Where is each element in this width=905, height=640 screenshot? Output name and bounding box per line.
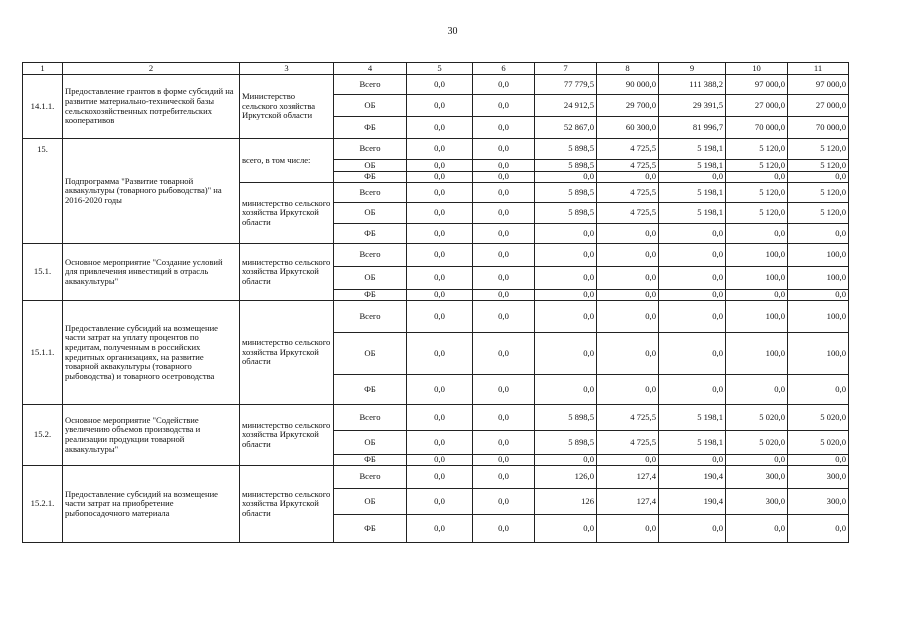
- value-cell: 97 000,0: [726, 75, 788, 95]
- value-cell: 0,0: [535, 333, 597, 375]
- value-cell: 24 912,5: [535, 95, 597, 117]
- item-code: 15.2.: [23, 405, 63, 466]
- value-cell: 4 725,5: [597, 183, 659, 203]
- funding-source: ФБ: [334, 117, 407, 139]
- value-cell: 190,4: [659, 466, 726, 489]
- value-cell: 27 000,0: [726, 95, 788, 117]
- column-header: 11: [788, 63, 849, 75]
- table-row: [23, 75, 849, 95]
- value-cell: 5 020,0: [726, 405, 788, 431]
- value-cell: 0,0: [597, 267, 659, 290]
- value-cell: 0,0: [535, 290, 597, 301]
- value-cell: 0,0: [597, 515, 659, 543]
- value-cell: 0,0: [407, 431, 473, 455]
- value-cell: 5 198,1: [659, 183, 726, 203]
- value-cell: 0,0: [659, 333, 726, 375]
- value-cell: 0,0: [726, 172, 788, 183]
- value-cell: 5 120,0: [788, 203, 849, 224]
- funding-source: ФБ: [334, 515, 407, 543]
- value-cell: 0,0: [473, 139, 535, 160]
- value-cell: 70 000,0: [726, 117, 788, 139]
- value-cell: 0,0: [407, 139, 473, 160]
- value-cell: 0,0: [473, 489, 535, 515]
- value-cell: 0,0: [407, 466, 473, 489]
- value-cell: 4 725,5: [597, 139, 659, 160]
- value-cell: 29 391,5: [659, 95, 726, 117]
- item-description: Предоставление грантов в форме субсидий на развитие материально-технической базы сельскохозяйственных потребительских кооперативов: [63, 75, 240, 139]
- value-cell: 0,0: [726, 515, 788, 543]
- value-cell: 0,0: [659, 515, 726, 543]
- column-header: 8: [597, 63, 659, 75]
- funding-source: ОБ: [334, 267, 407, 290]
- value-cell: 0,0: [726, 224, 788, 244]
- table-row: [23, 405, 849, 431]
- value-cell: 0,0: [659, 172, 726, 183]
- value-cell: 0,0: [473, 375, 535, 405]
- funding-source: ФБ: [334, 224, 407, 244]
- value-cell: 5 020,0: [788, 431, 849, 455]
- page-number: 30: [447, 26, 458, 37]
- item-executor: министерство сельского хозяйства Иркутской области: [240, 301, 334, 405]
- value-cell: 0,0: [535, 244, 597, 267]
- value-cell: 0,0: [535, 267, 597, 290]
- value-cell: 300,0: [788, 466, 849, 489]
- value-cell: 0,0: [407, 172, 473, 183]
- table-row: [23, 244, 849, 267]
- value-cell: 0,0: [659, 290, 726, 301]
- column-header: 5: [407, 63, 473, 75]
- value-cell: 0,0: [597, 301, 659, 333]
- value-cell: 100,0: [788, 301, 849, 333]
- value-cell: 0,0: [473, 224, 535, 244]
- value-cell: 0,0: [535, 172, 597, 183]
- value-cell: 0,0: [597, 375, 659, 405]
- value-cell: 0,0: [659, 267, 726, 290]
- value-cell: 0,0: [473, 301, 535, 333]
- value-cell: 300,0: [788, 489, 849, 515]
- value-cell: 126: [535, 489, 597, 515]
- value-cell: 0,0: [407, 267, 473, 290]
- value-cell: 5 898,5: [535, 160, 597, 172]
- value-cell: 5 120,0: [788, 183, 849, 203]
- value-cell: 5 898,5: [535, 203, 597, 224]
- funding-source: ОБ: [334, 489, 407, 515]
- value-cell: 0,0: [535, 515, 597, 543]
- value-cell: 70 000,0: [788, 117, 849, 139]
- value-cell: 4 725,5: [597, 405, 659, 431]
- item-code: 15.2.1.: [23, 466, 63, 543]
- value-cell: 0,0: [407, 375, 473, 405]
- value-cell: 0,0: [788, 375, 849, 405]
- value-cell: 0,0: [473, 244, 535, 267]
- value-cell: 0,0: [726, 375, 788, 405]
- value-cell: 0,0: [659, 244, 726, 267]
- value-cell: 0,0: [407, 203, 473, 224]
- funding-source: Всего: [334, 75, 407, 95]
- value-cell: 0,0: [659, 455, 726, 466]
- value-cell: 5 198,1: [659, 139, 726, 160]
- value-cell: 300,0: [726, 466, 788, 489]
- value-cell: 0,0: [535, 455, 597, 466]
- value-cell: 4 725,5: [597, 431, 659, 455]
- column-header: 4: [334, 63, 407, 75]
- value-cell: 5 898,5: [535, 405, 597, 431]
- value-cell: 0,0: [407, 301, 473, 333]
- value-cell: 0,0: [473, 466, 535, 489]
- column-header: 6: [473, 63, 535, 75]
- value-cell: 0,0: [473, 75, 535, 95]
- value-cell: 100,0: [788, 267, 849, 290]
- value-cell: 100,0: [726, 267, 788, 290]
- value-cell: 100,0: [726, 301, 788, 333]
- value-cell: 126,0: [535, 466, 597, 489]
- value-cell: 0,0: [407, 489, 473, 515]
- value-cell: 0,0: [597, 333, 659, 375]
- value-cell: 0,0: [535, 301, 597, 333]
- value-cell: 300,0: [726, 489, 788, 515]
- value-cell: 0,0: [473, 405, 535, 431]
- value-cell: 0,0: [726, 290, 788, 301]
- value-cell: 5 198,1: [659, 160, 726, 172]
- value-cell: 5 020,0: [788, 405, 849, 431]
- value-cell: 0,0: [473, 431, 535, 455]
- funding-source: ОБ: [334, 160, 407, 172]
- funding-source: ФБ: [334, 172, 407, 183]
- value-cell: 0,0: [726, 455, 788, 466]
- value-cell: 127,4: [597, 489, 659, 515]
- budget-table: [22, 62, 849, 543]
- table-row: [23, 139, 849, 160]
- item-executor: министерство сельского хозяйства Иркутской области: [240, 183, 334, 244]
- column-header: 3: [240, 63, 334, 75]
- value-cell: 0,0: [473, 183, 535, 203]
- value-cell: 81 996,7: [659, 117, 726, 139]
- item-code: 14.1.1.: [23, 75, 63, 139]
- value-cell: 0,0: [473, 455, 535, 466]
- value-cell: 0,0: [473, 160, 535, 172]
- value-cell: 100,0: [788, 244, 849, 267]
- value-cell: 5 120,0: [726, 139, 788, 160]
- value-cell: 52 867,0: [535, 117, 597, 139]
- value-cell: 0,0: [407, 515, 473, 543]
- column-number-row: [23, 63, 849, 75]
- value-cell: 100,0: [726, 333, 788, 375]
- value-cell: 60 300,0: [597, 117, 659, 139]
- value-cell: 0,0: [788, 515, 849, 543]
- item-executor: министерство сельского хозяйства Иркутской области: [240, 244, 334, 301]
- value-cell: 4 725,5: [597, 203, 659, 224]
- value-cell: 0,0: [788, 172, 849, 183]
- item-code: 15.1.1.: [23, 301, 63, 405]
- value-cell: 0,0: [473, 267, 535, 290]
- funding-source: Всего: [334, 301, 407, 333]
- value-cell: 5 120,0: [788, 139, 849, 160]
- value-cell: 27 000,0: [788, 95, 849, 117]
- column-header: 9: [659, 63, 726, 75]
- value-cell: 0,0: [407, 117, 473, 139]
- item-executor: министерство сельского хозяйства Иркутской области: [240, 405, 334, 466]
- value-cell: 0,0: [473, 333, 535, 375]
- funding-source: ФБ: [334, 375, 407, 405]
- value-cell: 0,0: [473, 515, 535, 543]
- value-cell: 111 388,2: [659, 75, 726, 95]
- column-header: 7: [535, 63, 597, 75]
- value-cell: 5 020,0: [726, 431, 788, 455]
- item-executor: всего, в том числе:: [240, 139, 334, 183]
- value-cell: 0,0: [407, 75, 473, 95]
- funding-source: Всего: [334, 466, 407, 489]
- value-cell: 100,0: [726, 244, 788, 267]
- item-description: Основное мероприятие "Содействие увеличению объемов производства и реализации продукции товарной аквакультуры": [63, 405, 240, 466]
- funding-source: Всего: [334, 139, 407, 160]
- value-cell: 0,0: [597, 224, 659, 244]
- value-cell: 127,4: [597, 466, 659, 489]
- value-cell: 0,0: [407, 290, 473, 301]
- value-cell: 0,0: [788, 290, 849, 301]
- value-cell: 4 725,5: [597, 160, 659, 172]
- value-cell: 0,0: [788, 224, 849, 244]
- column-header: 1: [23, 63, 63, 75]
- funding-source: ФБ: [334, 290, 407, 301]
- item-code: 15.: [23, 139, 63, 244]
- value-cell: 0,0: [473, 203, 535, 224]
- value-cell: 0,0: [407, 244, 473, 267]
- value-cell: 0,0: [407, 183, 473, 203]
- value-cell: 0,0: [659, 301, 726, 333]
- value-cell: 5 898,5: [535, 139, 597, 160]
- value-cell: 5 198,1: [659, 431, 726, 455]
- value-cell: 0,0: [597, 455, 659, 466]
- funding-source: Всего: [334, 183, 407, 203]
- value-cell: 100,0: [788, 333, 849, 375]
- value-cell: 0,0: [597, 244, 659, 267]
- funding-source: ОБ: [334, 431, 407, 455]
- value-cell: 190,4: [659, 489, 726, 515]
- value-cell: 0,0: [407, 95, 473, 117]
- value-cell: 0,0: [473, 95, 535, 117]
- value-cell: 0,0: [597, 172, 659, 183]
- value-cell: 0,0: [407, 224, 473, 244]
- value-cell: 0,0: [407, 333, 473, 375]
- value-cell: 0,0: [407, 160, 473, 172]
- column-header: 10: [726, 63, 788, 75]
- value-cell: 0,0: [597, 290, 659, 301]
- value-cell: 5 120,0: [788, 160, 849, 172]
- value-cell: 0,0: [473, 117, 535, 139]
- value-cell: 5 898,5: [535, 431, 597, 455]
- value-cell: 0,0: [659, 224, 726, 244]
- value-cell: 0,0: [535, 224, 597, 244]
- value-cell: 29 700,0: [597, 95, 659, 117]
- value-cell: 5 898,5: [535, 183, 597, 203]
- item-description: Основное мероприятие "Создание условий для привлечения инвестиций в отрасль аквакультуры": [63, 244, 240, 301]
- item-executor: Министерство сельского хозяйства Иркутской области: [240, 75, 334, 139]
- table-row: [23, 466, 849, 489]
- funding-source: Всего: [334, 244, 407, 267]
- item-description: Подпрограмма "Развитие товарной аквакультуры (товарного рыбоводства)" на 2016-2020 годы: [63, 139, 240, 244]
- value-cell: 0,0: [535, 375, 597, 405]
- item-code: 15.1.: [23, 244, 63, 301]
- value-cell: 0,0: [473, 290, 535, 301]
- value-cell: 5 198,1: [659, 203, 726, 224]
- value-cell: 97 000,0: [788, 75, 849, 95]
- item-description: Предоставление субсидий на возмещение части затрат на приобретение рыбопосадочного материала: [63, 466, 240, 543]
- item-executor: министерство сельского хозяйства Иркутской области: [240, 466, 334, 543]
- value-cell: 0,0: [659, 375, 726, 405]
- value-cell: 5 120,0: [726, 203, 788, 224]
- value-cell: 0,0: [788, 455, 849, 466]
- value-cell: 0,0: [407, 455, 473, 466]
- value-cell: 5 198,1: [659, 405, 726, 431]
- value-cell: 5 120,0: [726, 160, 788, 172]
- funding-source: ОБ: [334, 203, 407, 224]
- value-cell: 0,0: [473, 172, 535, 183]
- value-cell: 0,0: [407, 405, 473, 431]
- value-cell: 77 779,5: [535, 75, 597, 95]
- funding-source: ОБ: [334, 95, 407, 117]
- value-cell: 90 000,0: [597, 75, 659, 95]
- funding-source: ОБ: [334, 333, 407, 375]
- table-row: [23, 301, 849, 333]
- column-header: 2: [63, 63, 240, 75]
- funding-source: ФБ: [334, 455, 407, 466]
- item-description: Предоставление субсидий на возмещение части затрат на уплату процентов по кредитам, полученным в российских кредитных организациях, на развитие товарной аквакультуры (товарного рыбоводства) и товарного осетроводства: [63, 301, 240, 405]
- value-cell: 5 120,0: [726, 183, 788, 203]
- funding-source: Всего: [334, 405, 407, 431]
